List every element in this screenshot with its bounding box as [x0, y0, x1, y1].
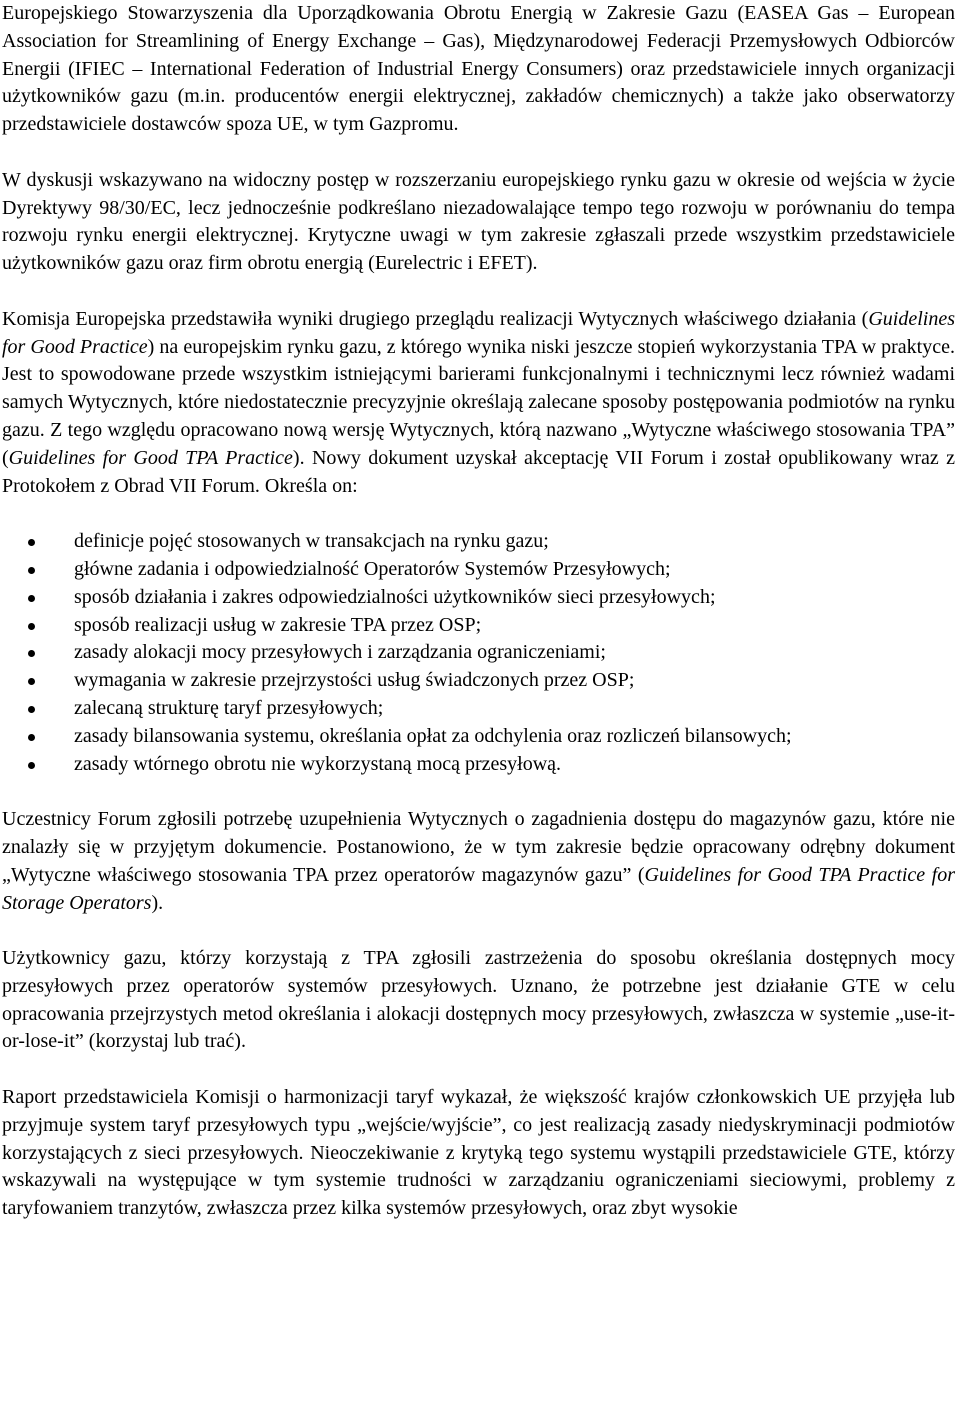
list-item-text: wymagania w zakresie przejrzystości usług świadczonych przez OSP;: [74, 669, 635, 692]
paragraph-5: Użytkownicy gazu, którzy korzystają z TPA zgłosili zastrzeżenia do sposobu określania dostępnych mocy przesyłowych przez operatorów systemów przesyłowych. Uznano, że potrzebne jest działanie GTE w celu opracowania przejrzystych metod określania i alokacji dostępnych mocy przesyłowych, zwłaszcza w systemie „use-it-or-lose-it” (korzystaj lub trać).: [2, 947, 955, 1053]
list-item-text: definicje pojęć stosowanych w transakcjach na rynku gazu;: [74, 530, 549, 553]
bullet-list: [2, 528, 955, 778]
list-item: [2, 639, 955, 667]
paragraph-3: [2, 306, 955, 501]
paragraph-3-italic-b: Guidelines for Good TPA Practice: [8, 446, 293, 469]
list-item: [2, 723, 955, 751]
bullet-icon: [28, 595, 35, 602]
list-item: [2, 667, 955, 695]
paragraph-gap: [2, 139, 955, 167]
list-item: [2, 556, 955, 584]
list-item: [2, 612, 955, 640]
paragraph-3-text-a: Komisja Europejska przedstawiła wyniki drugiego przeglądu realizacji Wytycznych właściwego działania (: [2, 307, 869, 330]
list-item-text: zasady wtórnego obrotu nie wykorzystaną mocą przesyłową.: [74, 752, 562, 775]
bullet-icon: [28, 706, 35, 713]
list-item: [2, 695, 955, 723]
bullet-icon: [28, 650, 35, 657]
bullet-icon: [28, 623, 35, 630]
list-item-text: zasady bilansowania systemu, określania opłat za odchylenia oraz rozliczeń bilansowych;: [74, 724, 792, 747]
paragraph-6: Raport przedstawiciela Komisji o harmonizacji taryf wykazał, że większość krajów członkowskich UE przyjęła lub przyjmuje system taryf przesyłowych typu „wejście/wyjście”, co jest realizacją zasady niedyskryminacji podmiotów korzystających z sieci przesyłowych. Nieoczekiwanie z krytyką tego systemu wystąpili przedstawiciele GTE, którzy wskazywali na występujące w tym systemie trudności w zarządzaniu ograniczeniami sieciowymi, problemy z taryfowaniem tranzytów, zwłaszcza przez kilka systemów przesyłowych, oraz zbyt wysokie: [2, 1086, 955, 1220]
list-item-text: zalecaną strukturę taryf przesyłowych;: [74, 696, 384, 719]
bullet-icon: [28, 678, 35, 685]
paragraph-4: [2, 806, 955, 917]
bullet-icon: [28, 539, 35, 546]
paragraph-gap: [2, 917, 955, 945]
paragraph-gap: [2, 1056, 955, 1084]
bullet-icon: [28, 567, 35, 574]
list-item: [2, 528, 955, 556]
paragraph-gap: [2, 500, 955, 528]
list-item-text: główne zadania i odpowiedzialność Operatorów Systemów Przesyłowych;: [74, 557, 671, 580]
list-item: [2, 584, 955, 612]
list-item-text: sposób działania i zakres odpowiedzialności użytkowników sieci przesyłowych;: [74, 585, 716, 608]
paragraph-3-text-b: ) na europejskim rynku gazu, z którego wynika niski jeszcze stopień wykorzystania TPA w praktyce. Jest to spowodowane przede wszystkim istniejącymi barierami funkcjonalnymi i technicznymi lecz również wadami samych Wytycznych, które niedostatecznie precyzyjnie określają zalecane sposoby postępowania podmiotów na rynku gazu. Z tego względu opracowano nową wersję Wytycznych, którą nazwano „Wytyczne właściwego stosowania TPA” (: [2, 335, 955, 469]
paragraph-1: Europejskiego Stowarzyszenia dla Uporządkowania Obrotu Energią w Zakresie Gazu (EASEA Gas – European Association for Streamlining of Energy Exchange – Gas), Międzynarodowej Federacji Przemysłowych Odbiorców Energii (IFIEC – International Federation of Industrial Energy Consumers) oraz przedstawiciele innych organizacji użytkowników gazu (m.in. producentów energii elektrycznej, zakładów chemicznych) a także jako obserwatorzy przedstawiciele dostawców spoza UE, w tym Gazpromu.: [2, 2, 955, 136]
list-item-text: sposób realizacji usług w zakresie TPA przez OSP;: [74, 613, 482, 636]
list-item-text: zasady alokacji mocy przesyłowych i zarządzania ograniczeniami;: [74, 641, 606, 664]
bullet-icon: [28, 762, 35, 769]
list-item: [2, 751, 955, 779]
paragraph-4-italic: Guidelines for Good TPA Practice for Storage Operators: [2, 863, 955, 914]
paragraph-3-italic-a: Guidelines for Good Practice: [2, 307, 955, 358]
bullet-icon: [28, 734, 35, 741]
document-page: [2, 0, 955, 1223]
paragraph-4-text-b: ).: [151, 891, 164, 914]
paragraph-2: W dyskusji wskazywano na widoczny postęp w rozszerzaniu europejskiego rynku gazu w okresie od wejścia w życie Dyrektywy 98/30/EC, lecz jednocześnie podkreślano niezadowalające tempo tego rozwoju w porównaniu do tempa rozwoju rynku energii elektrycznej. Krytyczne uwagi w tym zakresie zgłaszali przede wszystkim przedstawiciele użytkowników gazu oraz firm obrotu energią (Eurelectric i EFET).: [2, 168, 955, 275]
paragraph-gap: [2, 278, 955, 306]
paragraph-4-text-a: Uczestnicy Forum zgłosili potrzebę uzupełnienia Wytycznych o zagadnienia dostępu do magazynów gazu, które nie znalazły się w przyjętym dokumencie. Postanowiono, że w tym zakresie będzie opracowany odrębny dokument „Wytyczne właściwego stosowania TPA przez operatorów magazynów gazu” (: [2, 808, 955, 886]
paragraph-3-text-c: ). Nowy dokument uzyskał akceptację VII Forum i został opublikowany wraz z Protokołem z Obrad VII Forum. Określa on:: [2, 446, 956, 497]
paragraph-gap: [2, 778, 955, 806]
